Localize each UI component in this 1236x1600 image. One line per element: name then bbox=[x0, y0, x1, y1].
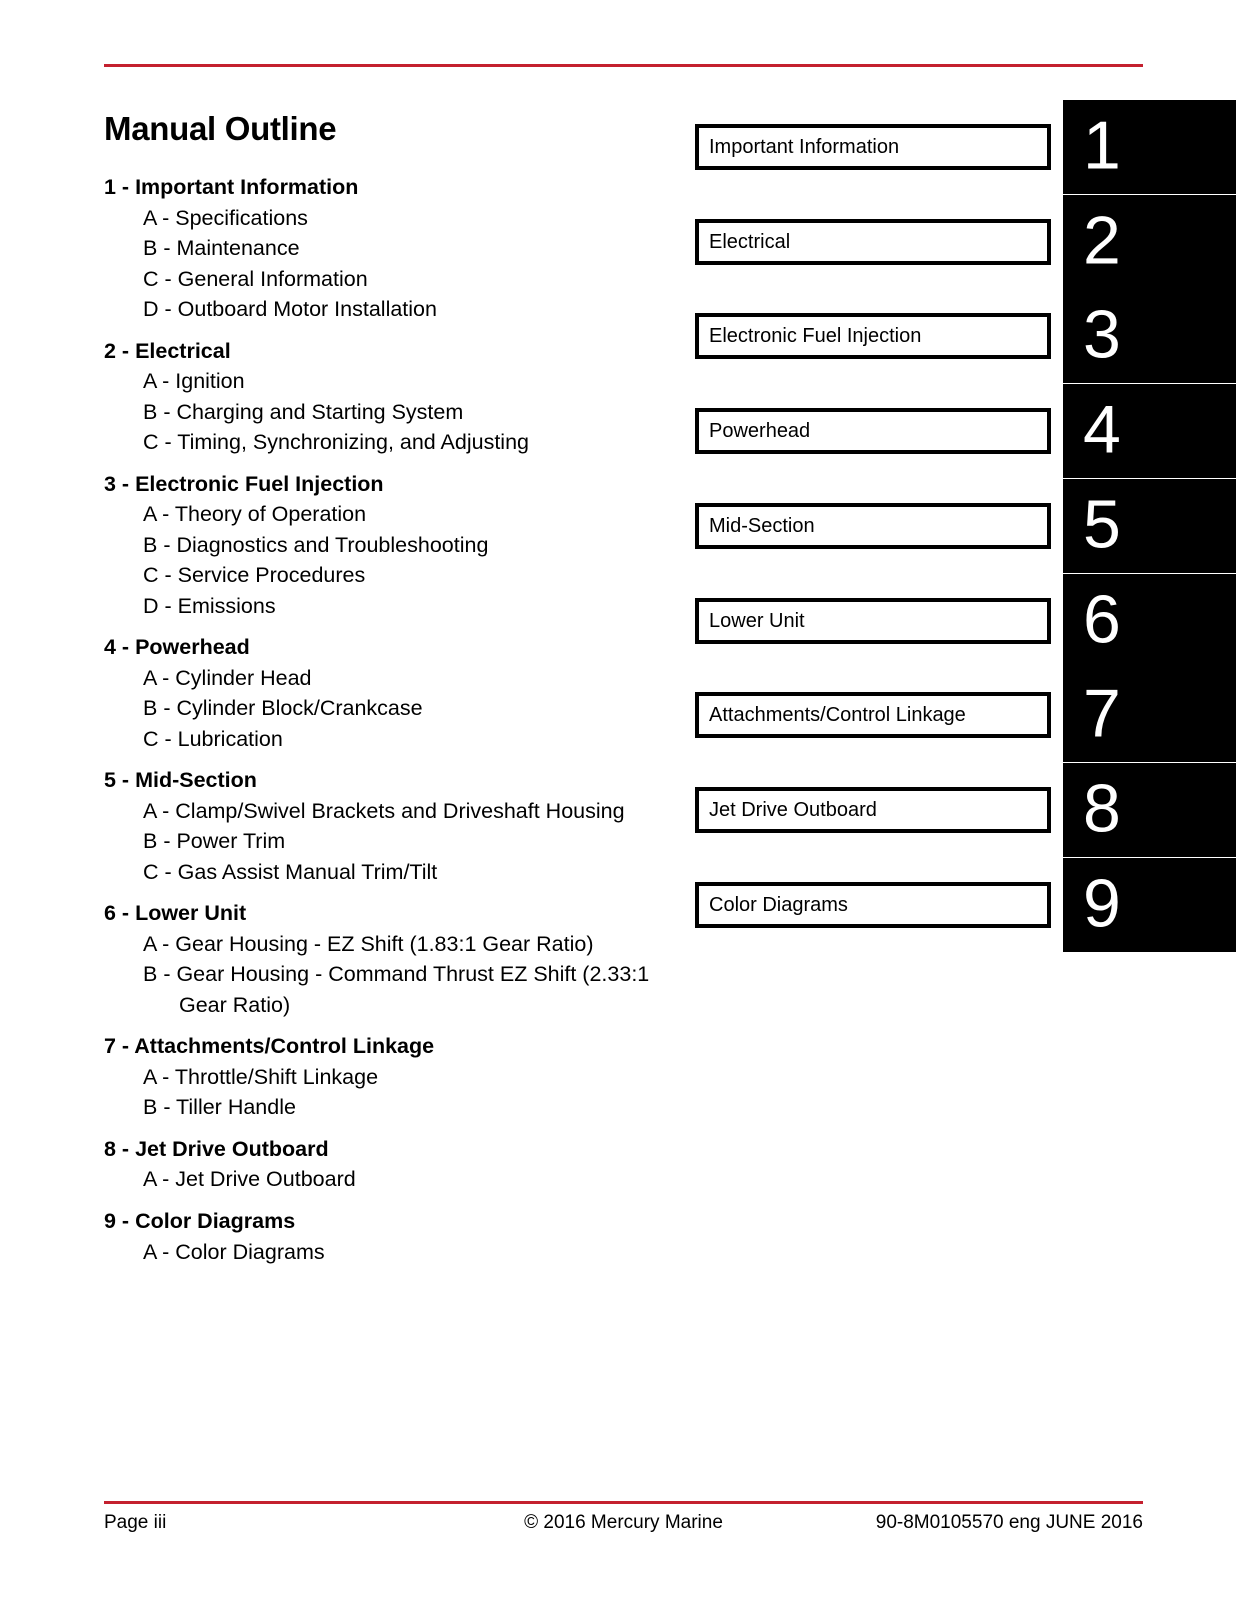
outline-subsection-item[interactable] bbox=[104, 264, 679, 295]
section-tab-label-box[interactable] bbox=[695, 787, 1051, 833]
outline-subsection-label: A - Cylinder Head bbox=[143, 665, 312, 690]
section-tab-label-text: Lower Unit bbox=[709, 609, 805, 632]
section-tab[interactable] bbox=[695, 668, 1236, 762]
section-tab-label-box[interactable] bbox=[695, 124, 1051, 170]
section-tab[interactable] bbox=[695, 100, 1236, 194]
footer-copyright: © 2016 Mercury Marine bbox=[524, 1512, 723, 1533]
outline-subsection-label: D - Outboard Motor Installation bbox=[143, 297, 437, 322]
outline-subsection-item[interactable] bbox=[104, 663, 679, 694]
outline-subsection-label: D - Emissions bbox=[143, 593, 276, 618]
section-tab[interactable] bbox=[695, 858, 1236, 952]
outline-subsection-item[interactable] bbox=[104, 1237, 679, 1268]
outline-section-heading[interactable]: 3 - Electronic Fuel Injection bbox=[104, 471, 384, 496]
section-tab-number: 4 bbox=[1083, 391, 1120, 468]
section-tab-number: 3 bbox=[1083, 297, 1120, 374]
outline-subsection-label: B - Maintenance bbox=[143, 236, 300, 261]
section-tab[interactable] bbox=[695, 574, 1236, 668]
outline-section bbox=[104, 1031, 679, 1123]
outline-section bbox=[104, 336, 679, 458]
section-tab-label-text: Color Diagrams bbox=[709, 893, 848, 916]
outline-section bbox=[104, 172, 679, 325]
outline-subsection-list bbox=[104, 1164, 679, 1195]
section-tab-number: 6 bbox=[1083, 581, 1120, 658]
outline-subsection-item[interactable] bbox=[104, 203, 679, 234]
section-tab-number: 5 bbox=[1083, 486, 1120, 563]
outline-subsection-item[interactable] bbox=[104, 233, 679, 264]
section-tab-label-text: Attachments/Control Linkage bbox=[709, 704, 966, 727]
section-tab-block[interactable] bbox=[1063, 668, 1236, 762]
outline-subsection-label: C - General Information bbox=[143, 266, 368, 291]
outline-subsection-item[interactable] bbox=[104, 1164, 679, 1195]
page-footer bbox=[104, 1512, 1143, 1540]
outline-subsection-label: B - Charging and Starting System bbox=[143, 399, 464, 424]
outline-subsection-list bbox=[104, 366, 679, 458]
outline-section-heading[interactable]: 1 - Important Information bbox=[104, 175, 359, 199]
footer-rule bbox=[104, 1501, 1143, 1504]
outline-subsection-item[interactable] bbox=[104, 499, 679, 530]
section-tab-label-box[interactable] bbox=[695, 503, 1051, 549]
section-tab-index bbox=[695, 100, 1236, 952]
outline-subsection-label: A - Clamp/Swivel Brackets and Driveshaft Housing bbox=[143, 798, 625, 823]
outline-subsection-item[interactable] bbox=[104, 693, 679, 724]
outline-subsection-label: A - Gear Housing - EZ Shift (1.83:1 Gear Ratio) bbox=[143, 931, 594, 956]
section-tab[interactable] bbox=[695, 763, 1236, 857]
footer-part-number: 90-8M0105570 eng JUNE 2016 bbox=[875, 1512, 1143, 1533]
section-tab-block[interactable] bbox=[1063, 858, 1236, 952]
section-tab-block[interactable] bbox=[1063, 763, 1236, 857]
outline-subsection-item[interactable] bbox=[104, 796, 679, 827]
outline-section bbox=[104, 1206, 679, 1267]
outline-subsection-wrap-line: Gear Ratio) bbox=[179, 992, 291, 1017]
outline-subsection-item[interactable] bbox=[104, 530, 679, 561]
outline-subsection-item[interactable] bbox=[104, 560, 679, 591]
outline-section bbox=[104, 1134, 679, 1195]
header-rule bbox=[104, 64, 1143, 67]
section-tab-block[interactable] bbox=[1063, 195, 1236, 289]
section-tab-label-box[interactable] bbox=[695, 313, 1051, 359]
outline-section-heading[interactable]: 7 - Attachments/Control Linkage bbox=[104, 1034, 435, 1059]
section-tab[interactable] bbox=[695, 195, 1236, 289]
section-tab-block[interactable] bbox=[1063, 100, 1236, 194]
outline-subsection-label: B - Power Trim bbox=[143, 829, 286, 854]
section-tab-block[interactable] bbox=[1063, 289, 1236, 383]
outline-section-heading[interactable]: 9 - Color Diagrams bbox=[104, 1208, 296, 1233]
page-title: Manual Outline bbox=[104, 110, 337, 148]
outline-subsection-label: C - Gas Assist Manual Trim/Tilt bbox=[143, 859, 438, 884]
section-tab[interactable] bbox=[695, 479, 1236, 573]
section-tab-label-text: Powerhead bbox=[709, 420, 811, 443]
outline-subsection-label: A - Theory of Operation bbox=[143, 502, 367, 527]
outline-subsection-item[interactable] bbox=[104, 591, 679, 622]
section-tab-label-box[interactable] bbox=[695, 408, 1051, 454]
section-tab-label-text: Jet Drive Outboard bbox=[709, 798, 877, 821]
outline-section bbox=[104, 898, 679, 1020]
outline-subsection-label: C - Timing, Synchronizing, and Adjusting bbox=[143, 430, 530, 455]
section-tab-label-text: Electronic Fuel Injection bbox=[709, 325, 922, 348]
outline-section-heading[interactable]: 4 - Powerhead bbox=[104, 635, 250, 660]
outline-subsection-list bbox=[104, 663, 679, 755]
outline-subsection-item[interactable] bbox=[104, 397, 679, 428]
section-tab-number: 9 bbox=[1083, 865, 1120, 942]
section-tab-number: 8 bbox=[1083, 770, 1120, 847]
outline-subsection-item[interactable] bbox=[104, 1062, 679, 1093]
section-tab-number: 1 bbox=[1083, 107, 1120, 184]
footer-page-number: Page iii bbox=[104, 1512, 167, 1533]
outline-subsection-label: C - Service Procedures bbox=[143, 563, 366, 588]
section-tab-number: 7 bbox=[1083, 675, 1120, 752]
outline-subsection-label: A - Color Diagrams bbox=[143, 1239, 325, 1264]
outline-subsection-item[interactable] bbox=[104, 959, 679, 1020]
section-tab-number: 2 bbox=[1083, 202, 1120, 279]
outline-subsection-label: B - Gear Housing - Command Thrust EZ Shift (2.33:1 bbox=[143, 962, 650, 987]
outline-subsection-list bbox=[104, 203, 679, 325]
outline-section bbox=[104, 632, 679, 754]
section-tab-label-box[interactable] bbox=[695, 219, 1051, 265]
outline-subsection-item[interactable] bbox=[104, 724, 679, 755]
section-tab-label-box[interactable] bbox=[695, 692, 1051, 738]
outline-subsection-label: A - Throttle/Shift Linkage bbox=[143, 1064, 379, 1089]
section-tab[interactable] bbox=[695, 289, 1236, 383]
outline-section bbox=[104, 469, 679, 622]
outline-subsection-label: B - Diagnostics and Troubleshooting bbox=[143, 532, 489, 557]
outline-subsection-item[interactable] bbox=[104, 857, 679, 888]
outline-subsection-item[interactable] bbox=[104, 294, 679, 325]
section-tab-block[interactable] bbox=[1063, 479, 1236, 573]
outline-section-heading[interactable]: 2 - Electrical bbox=[104, 338, 231, 363]
section-tab[interactable] bbox=[695, 384, 1236, 478]
outline-subsection-label: C - Lubrication bbox=[143, 726, 283, 751]
manual-outline-list bbox=[104, 172, 679, 1278]
section-tab-label-text: Important Information bbox=[709, 136, 900, 158]
outline-subsection-item[interactable] bbox=[104, 427, 679, 458]
outline-section-heading[interactable]: 6 - Lower Unit bbox=[104, 901, 247, 926]
outline-subsection-list bbox=[104, 929, 679, 1021]
outline-section-heading[interactable]: 5 - Mid-Section bbox=[104, 768, 257, 793]
section-tab-block[interactable] bbox=[1063, 574, 1236, 668]
outline-subsection-item[interactable] bbox=[104, 1092, 679, 1123]
section-tab-label-text: Mid-Section bbox=[709, 514, 815, 537]
outline-subsection-item[interactable] bbox=[104, 826, 679, 857]
outline-subsection-item[interactable] bbox=[104, 929, 679, 960]
outline-subsection-label: B - Cylinder Block/Crankcase bbox=[143, 696, 423, 721]
outline-subsection-label: A - Ignition bbox=[143, 369, 245, 394]
outline-section-heading[interactable]: 8 - Jet Drive Outboard bbox=[104, 1136, 329, 1161]
outline-section bbox=[104, 765, 679, 887]
section-tab-block[interactable] bbox=[1063, 384, 1236, 478]
section-tab-label-box[interactable] bbox=[695, 598, 1051, 644]
outline-subsection-label: A - Specifications bbox=[143, 205, 308, 230]
outline-subsection-list bbox=[104, 499, 679, 621]
outline-subsection-item[interactable] bbox=[104, 366, 679, 397]
outline-subsection-label: A - Jet Drive Outboard bbox=[143, 1167, 356, 1192]
outline-subsection-list bbox=[104, 796, 679, 888]
outline-subsection-list bbox=[104, 1237, 679, 1268]
section-tab-label-text: Electrical bbox=[709, 230, 791, 253]
outline-subsection-list bbox=[104, 1062, 679, 1123]
section-tab-label-box[interactable] bbox=[695, 882, 1051, 928]
outline-subsection-label: B - Tiller Handle bbox=[143, 1095, 296, 1120]
